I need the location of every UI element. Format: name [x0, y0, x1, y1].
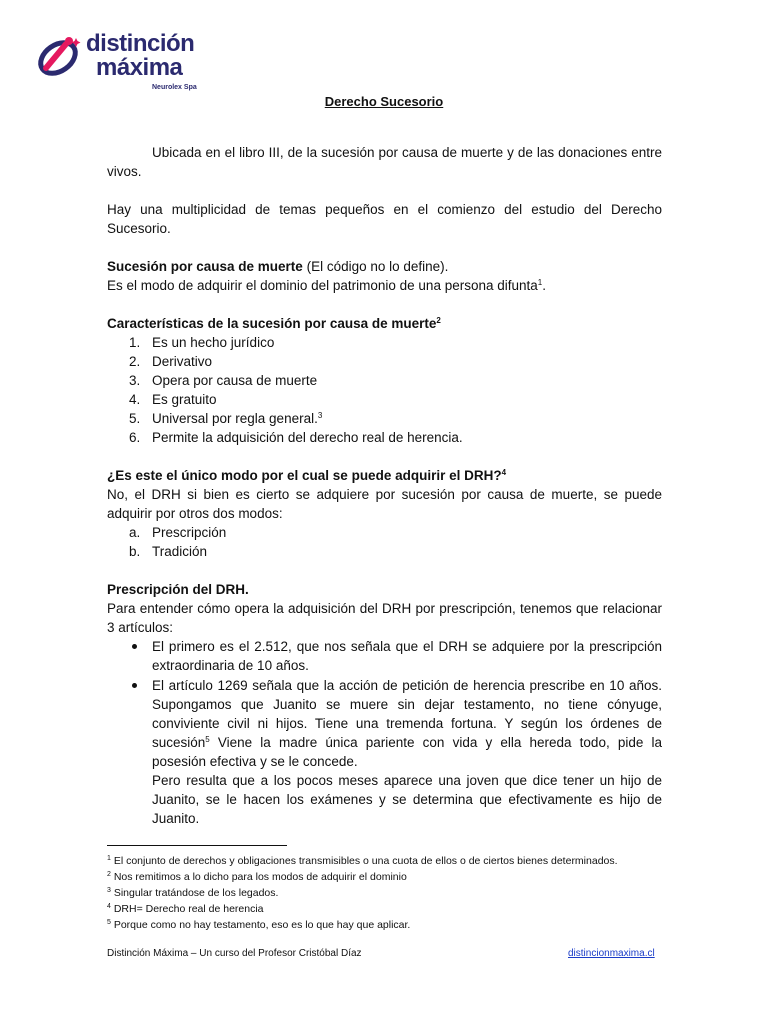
characteristics-list — [107, 333, 662, 447]
section-unico-modo-heading: ¿Es este el único modo por el cual se puede adquirir el DRH? — [107, 468, 502, 483]
footnote-ref-5[interactable]: 5 — [205, 735, 210, 744]
list-item-text: Opera por causa de muerte — [152, 373, 318, 388]
section-sucesion-definition — [107, 276, 662, 295]
list-item — [107, 409, 662, 428]
articles-list — [107, 637, 662, 828]
list-item-text: Tradición — [152, 544, 208, 559]
footnote — [107, 917, 687, 933]
footnote-text: Singular tratándose de los legados. — [110, 887, 279, 899]
footnote-text: Porque como no hay testamento, eso es lo que hay que aplicar. — [110, 919, 411, 931]
footnote — [107, 885, 687, 901]
intro-paragraph — [107, 143, 662, 181]
footnote-number: 2 — [107, 871, 111, 878]
section-sucesion-note: (El código no lo define). — [302, 259, 449, 274]
list-marker: 1. — [129, 335, 141, 350]
footnote-number: 3 — [107, 887, 111, 894]
section-prescripcion — [107, 580, 662, 829]
bullet-2-paragraph-2: Pero resulta que a los pocos meses aparece una joven que dice tener un hijo de Juanito, se le hacen los exámenes y se determina que efectivamente es hijo de Juanito. — [152, 773, 662, 826]
section-prescripcion-heading: Prescripción del DRH. — [107, 582, 249, 597]
intro-text: Ubicada en el libro III, de la sucesión por causa de muerte y de las donaciones entre vivos. — [107, 145, 662, 179]
bullet-2-paragraph-1 — [152, 676, 662, 771]
section-sucesion-heading: Sucesión por causa de muerte — [107, 259, 303, 274]
brand-name-line2: máxima — [96, 54, 183, 81]
section-unico-modo-heading-line — [107, 466, 662, 485]
list-item — [107, 333, 662, 352]
section-sucesion — [107, 257, 662, 295]
definition-end: . — [542, 278, 546, 293]
footnote-number: 1 — [107, 855, 111, 862]
bullet-icon — [132, 644, 137, 649]
footer-credit: Distinción Máxima – Un curso del Profesor Cristóbal Díaz — [107, 948, 362, 959]
brand-mark-icon — [36, 34, 88, 78]
footnote — [107, 853, 687, 869]
section-caracteristicas-heading-line — [107, 314, 662, 333]
list-item — [107, 523, 662, 542]
list-marker: 4. — [129, 392, 141, 407]
footnote-ref-4[interactable]: 4 — [501, 468, 507, 477]
list-marker: a. — [129, 525, 141, 540]
footnote-text: Nos remitimos a lo dicho para los modos de adquirir el dominio — [110, 871, 407, 883]
list-item — [107, 390, 662, 409]
list-item-text: Es un hecho jurídico — [152, 335, 275, 350]
brand-wordmark — [86, 32, 194, 80]
list-marker: 5. — [129, 411, 141, 426]
bullet-icon — [132, 683, 137, 688]
list-item — [107, 542, 662, 561]
footnote-ref-1[interactable]: 1 — [537, 278, 543, 287]
footnotes — [107, 853, 687, 933]
paragraph-2 — [107, 200, 662, 238]
list-item-text: Permite la adquisición del derecho real de herencia. — [152, 430, 463, 445]
list-item — [107, 428, 662, 447]
section-caracteristicas — [107, 314, 662, 447]
definition-text: Es el modo de adquirir el dominio del patrimonio de una persona difunta — [107, 278, 538, 293]
list-marker: 3. — [129, 373, 141, 388]
footnote-number: 4 — [107, 903, 111, 910]
list-item-text: Universal por regla general. — [152, 411, 318, 426]
list-item-text: Derivativo — [152, 354, 213, 369]
footnote-number: 5 — [107, 919, 111, 926]
bullet-1-text: El primero es el 2.512, que nos señala que el DRH se adquiere por la prescripción extraordinaria de 10 años. — [152, 639, 662, 673]
section-caracteristicas-heading: Características de la sucesión por causa de muerte — [107, 316, 437, 331]
list-item-text: Prescripción — [152, 525, 227, 540]
modes-list — [107, 523, 662, 561]
list-item — [107, 371, 662, 390]
footnote-text: DRH= Derecho real de herencia — [110, 903, 264, 915]
paragraph-2-text: Hay una multiplicidad de temas pequeños en el comienzo del estudio del Derecho Sucesorio. — [107, 202, 662, 236]
section-unico-modo-text: No, el DRH si bien es cierto se adquiere por sucesión por causa de muerte, se puede adquirir por otros dos modos: — [107, 487, 662, 521]
footnote-text: El conjunto de derechos y obligaciones transmisibles o una cuota de ellos o de ciertos bienes determinados. — [110, 855, 618, 867]
footnote-separator — [107, 845, 287, 846]
list-marker: 2. — [129, 354, 141, 369]
brand-name-line1: distinción — [86, 30, 195, 57]
section-unico-modo — [107, 466, 662, 561]
bullet-2-text-b: Viene la madre única pariente con vida y ella hereda todo, pide la posesión efectiva y se le concede. — [152, 735, 662, 769]
page-title: Derecho Sucesorio — [324, 94, 444, 109]
footer-link[interactable]: distincionmaxima.cl — [568, 948, 655, 959]
footnote — [107, 869, 687, 885]
list-marker: 6. — [129, 430, 141, 445]
footnote-ref-3[interactable]: 3 — [317, 411, 323, 420]
section-prescripcion-text: Para entender cómo opera la adquisición del DRH por prescripción, tenemos que relacionar 3 artículos: — [107, 601, 662, 635]
bullet-2-text-a: El artículo 1269 señala que la acción de petición de herencia prescribe en 10 años. Supongamos que Juanito se muere sin dejar testamento, no tiene cónyuge, conviviente civil ni hijos. Tiene una tremenda fortuna. Y según los órdenes de sucesión — [152, 678, 662, 750]
list-item — [107, 352, 662, 371]
list-marker: b. — [129, 544, 141, 559]
list-item — [107, 637, 662, 675]
brand-tagline: Neurolex Spa — [152, 84, 197, 91]
brand-logo — [36, 30, 216, 94]
footnote-ref-2[interactable]: 2 — [436, 316, 441, 325]
list-item-text: Es gratuito — [152, 392, 217, 407]
list-item — [107, 676, 662, 828]
section-sucesion-heading-line — [107, 257, 662, 276]
footnote — [107, 901, 687, 917]
